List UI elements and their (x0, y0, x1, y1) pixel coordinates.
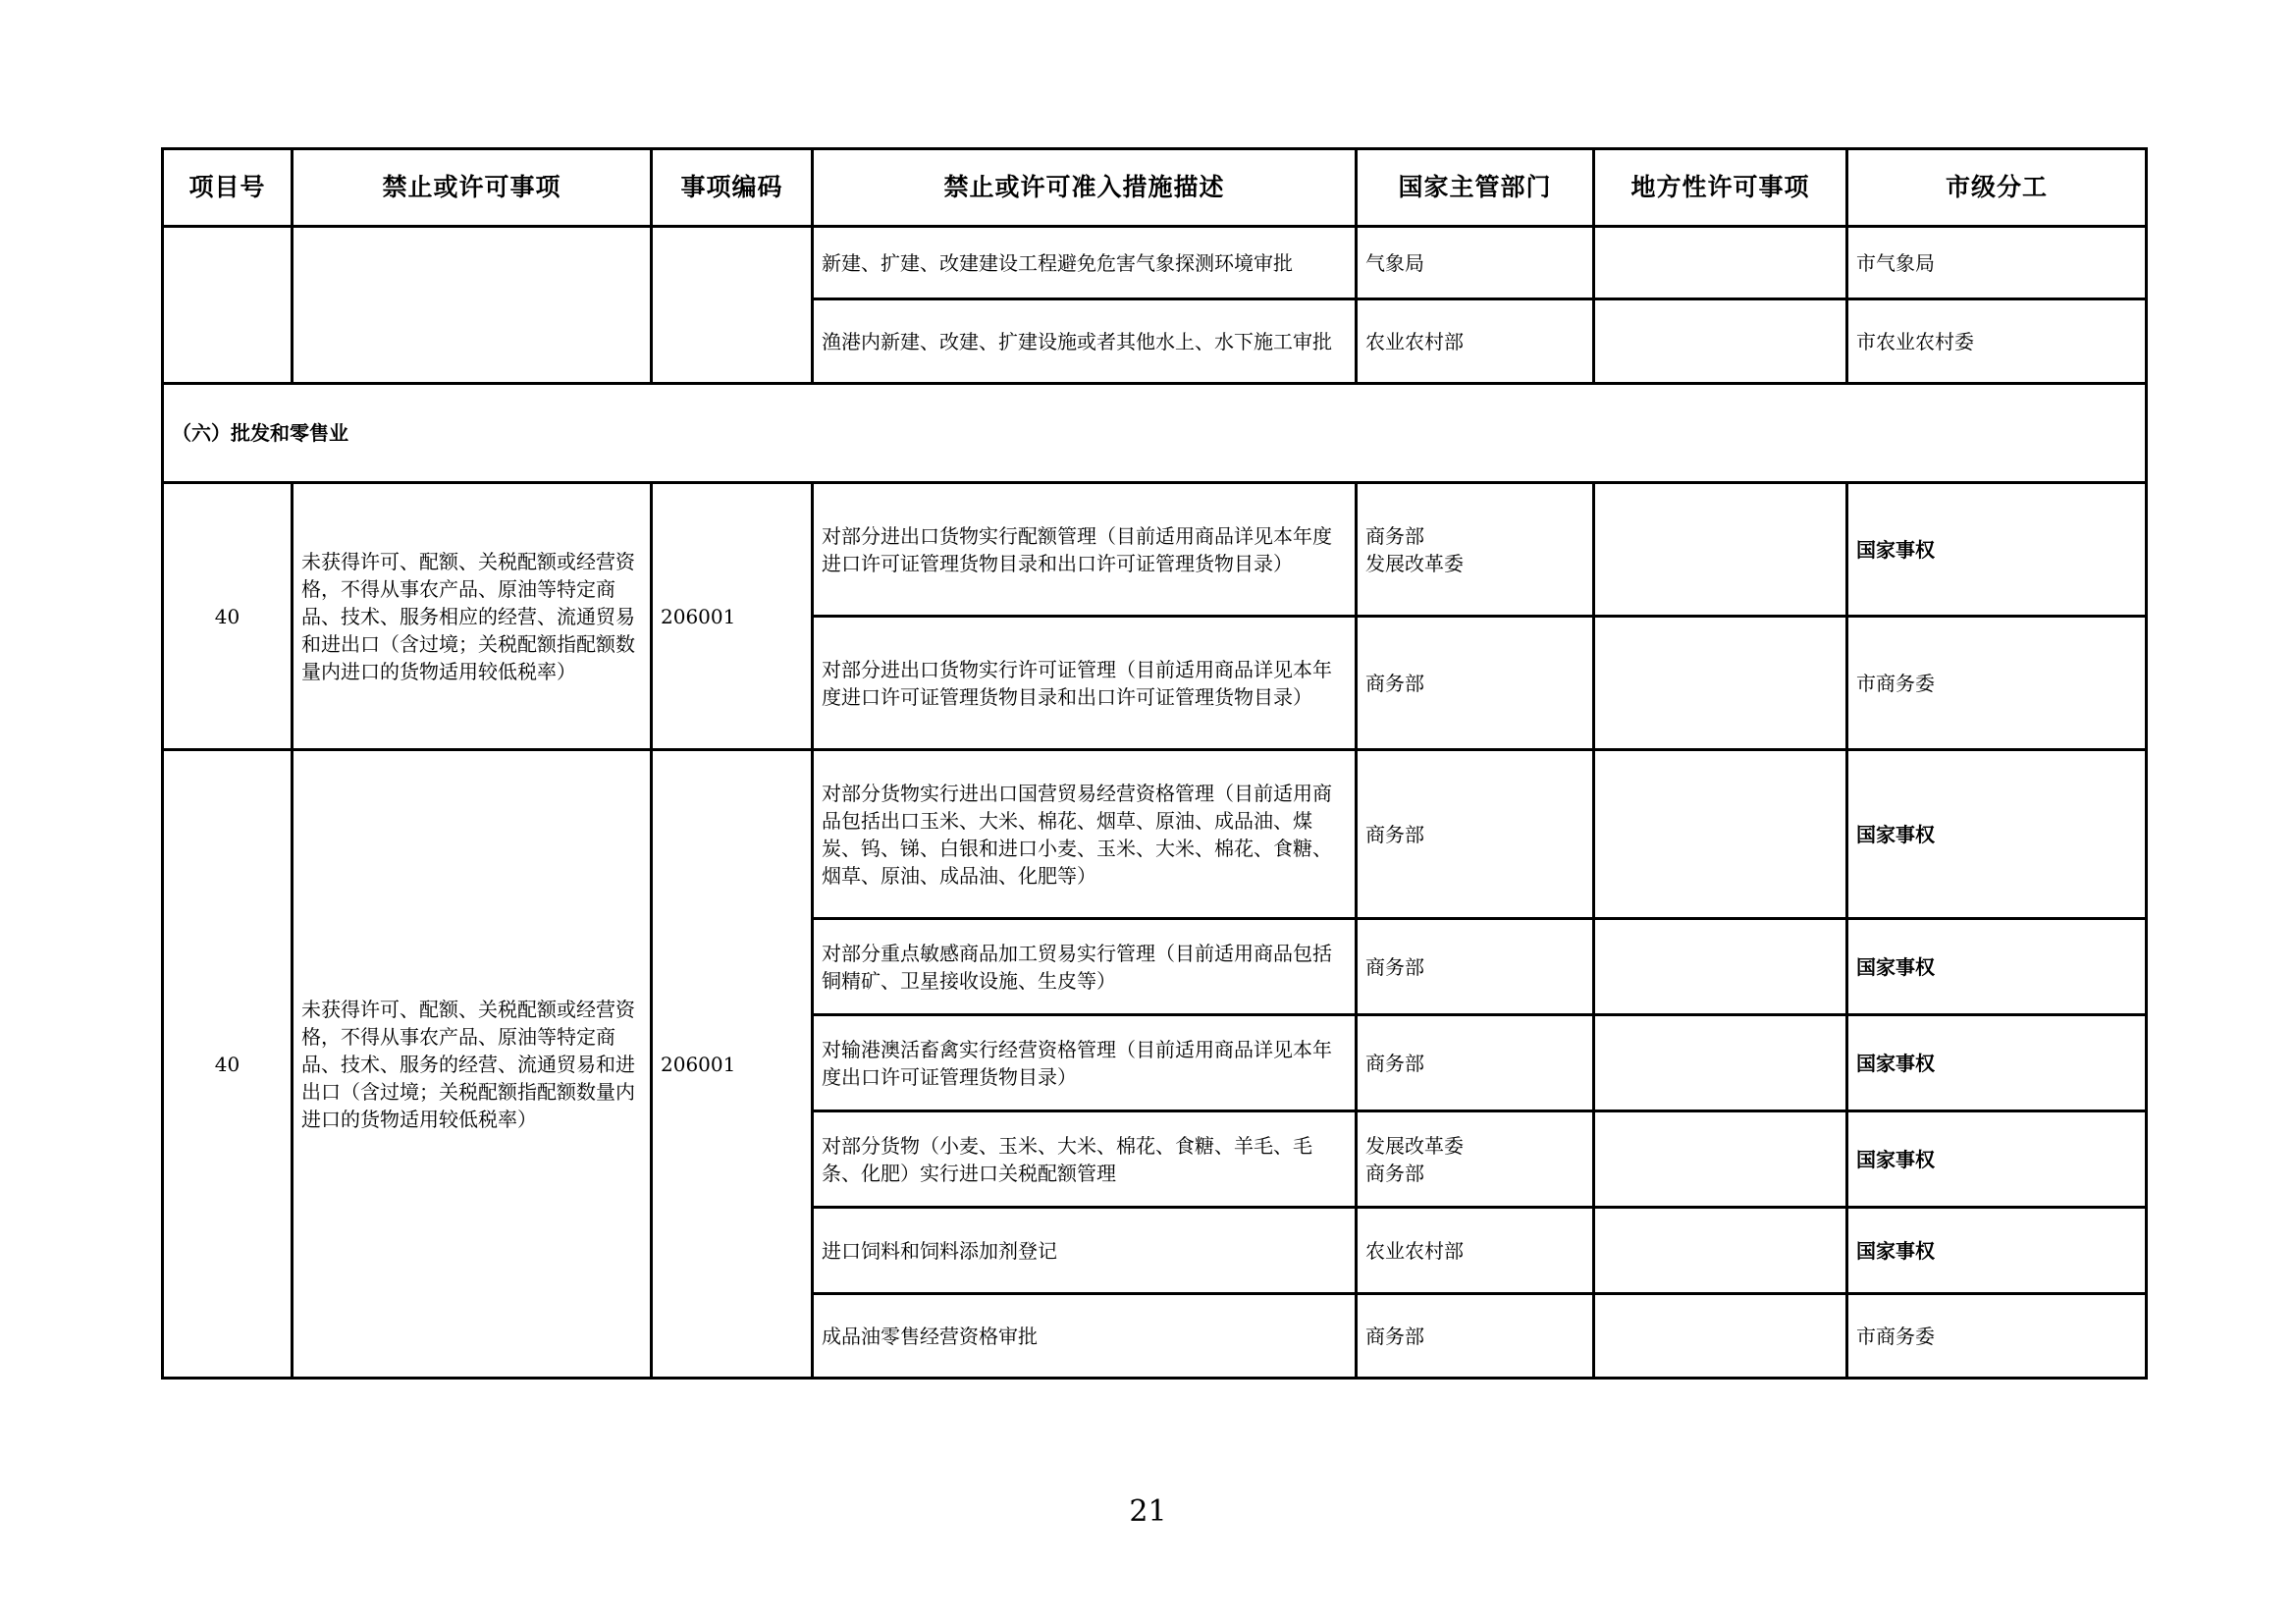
cell-dept: 农业农村部 (1357, 299, 1594, 384)
cell-division: 国家事权 (1847, 1111, 2147, 1208)
cell-division: 市农业农村委 (1847, 299, 2147, 384)
cell-description: 对输港澳活畜禽实行经营资格管理（目前适用商品详见本年度出口许可证管理货物目录） (813, 1015, 1357, 1111)
header-item: 禁止或许可事项 (293, 149, 652, 227)
cell-code: 206001 (652, 750, 813, 1379)
cell-dept: 商务部 (1357, 1015, 1594, 1111)
cell-division: 国家事权 (1847, 750, 2147, 919)
cell-description: 渔港内新建、改建、扩建设施或者其他水上、水下施工审批 (813, 299, 1357, 384)
header-row (163, 149, 2147, 227)
cell-item: 未获得许可、配额、关税配额或经营资格，不得从事农产品、原油等特定商品、技术、服务的经营、流通贸易和进出口（含过境；关税配额指配额数量内进口的货物适用较低税率） (293, 750, 652, 1379)
section-title: （六）批发和零售业 (163, 384, 2147, 483)
section-row (163, 384, 2147, 483)
cell-local (1594, 483, 1847, 617)
cell-dept: 发展改革委 商务部 (1357, 1111, 1594, 1208)
cell-dept: 商务部 发展改革委 (1357, 483, 1594, 617)
cell-local (1594, 1015, 1847, 1111)
table-row (163, 483, 2147, 617)
cell-division: 市商务委 (1847, 1294, 2147, 1379)
cell-num (163, 227, 293, 384)
table-row (163, 750, 2147, 919)
cell-description: 成品油零售经营资格审批 (813, 1294, 1357, 1379)
cell-description: 进口饲料和饲料添加剂登记 (813, 1208, 1357, 1294)
table-row (163, 227, 2147, 299)
cell-dept: 商务部 (1357, 919, 1594, 1015)
cell-local (1594, 919, 1847, 1015)
cell-num: 40 (163, 483, 293, 750)
market-access-table (161, 147, 2148, 1380)
cell-dept: 气象局 (1357, 227, 1594, 299)
cell-dept: 商务部 (1357, 1294, 1594, 1379)
cell-division: 国家事权 (1847, 919, 2147, 1015)
cell-local (1594, 617, 1847, 750)
cell-description: 新建、扩建、改建建设工程避免危害气象探测环境审批 (813, 227, 1357, 299)
cell-code (652, 227, 813, 384)
cell-division: 市气象局 (1847, 227, 2147, 299)
cell-division: 国家事权 (1847, 483, 2147, 617)
cell-description: 对部分进出口货物实行配额管理（目前适用商品详见本年度进口许可证管理货物目录和出口许可证管理货物目录） (813, 483, 1357, 617)
header-national-dept: 国家主管部门 (1357, 149, 1594, 227)
cell-local (1594, 299, 1847, 384)
cell-description: 对部分重点敏感商品加工贸易实行管理（目前适用商品包括铜精矿、卫星接收设施、生皮等） (813, 919, 1357, 1015)
cell-item: 未获得许可、配额、关税配额或经营资格，不得从事农产品、原油等特定商品、技术、服务相应的经营、流通贸易和进出口（含过境；关税配额指配额数量内进口的货物适用较低税率） (293, 483, 652, 750)
cell-division: 市商务委 (1847, 617, 2147, 750)
cell-local (1594, 1111, 1847, 1208)
cell-description: 对部分货物（小麦、玉米、大米、棉花、食糖、羊毛、毛条、化肥）实行进口关税配额管理 (813, 1111, 1357, 1208)
cell-dept: 商务部 (1357, 750, 1594, 919)
cell-dept: 商务部 (1357, 617, 1594, 750)
cell-local (1594, 750, 1847, 919)
header-code: 事项编码 (652, 149, 813, 227)
header-city-division: 市级分工 (1847, 149, 2147, 227)
header-local-permit: 地方性许可事项 (1594, 149, 1847, 227)
cell-division: 国家事权 (1847, 1208, 2147, 1294)
page-number: 21 (1129, 1494, 1167, 1529)
cell-code: 206001 (652, 483, 813, 750)
cell-num: 40 (163, 750, 293, 1379)
cell-description: 对部分进出口货物实行许可证管理（目前适用商品详见本年度进口许可证管理货物目录和出口许可证管理货物目录） (813, 617, 1357, 750)
cell-division: 国家事权 (1847, 1015, 2147, 1111)
cell-description: 对部分货物实行进出口国营贸易经营资格管理（目前适用商品包括出口玉米、大米、棉花、烟草、原油、成品油、煤炭、钨、锑、白银和进口小麦、玉米、大米、棉花、食糖、烟草、原油、成品油、化肥等） (813, 750, 1357, 919)
cell-local (1594, 1208, 1847, 1294)
cell-item (293, 227, 652, 384)
cell-local (1594, 1294, 1847, 1379)
cell-local (1594, 227, 1847, 299)
cell-dept: 农业农村部 (1357, 1208, 1594, 1294)
header-project-no: 项目号 (163, 149, 293, 227)
header-description: 禁止或许可准入措施描述 (813, 149, 1357, 227)
